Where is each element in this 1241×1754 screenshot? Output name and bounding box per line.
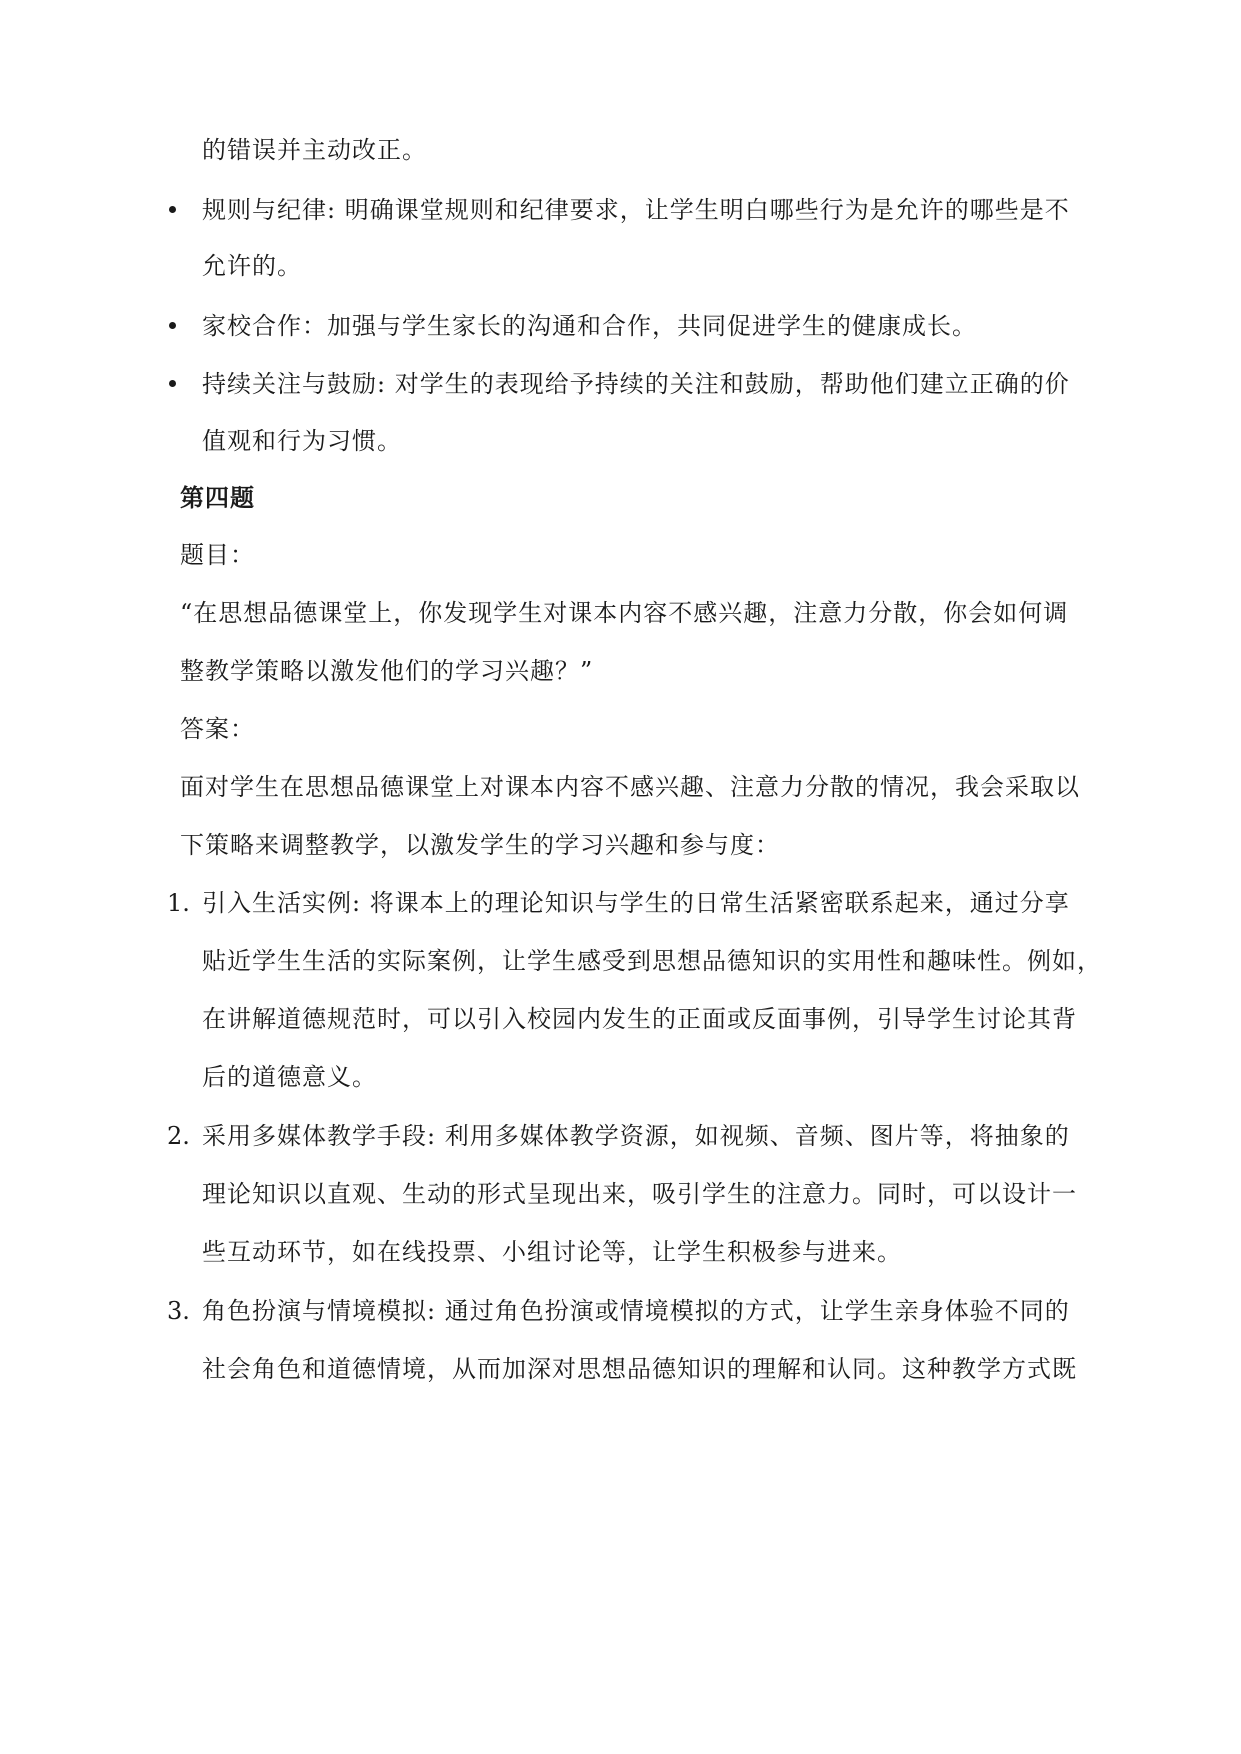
item-2-line-1: 采用多媒体教学手段: 利用多媒体教学资源，如视频、音频、图片等，将抽象的	[202, 1122, 1070, 1150]
bullet-icon	[169, 380, 176, 387]
item-2-line-3: 些互动环节，如在线投票、小组讨论等，让学生积极参与进来。	[202, 1238, 902, 1266]
item-1-line-1: 引入生活实例: 将课本上的理论知识与学生的日常生活紧密联系起来，通过分享	[202, 889, 1070, 917]
section-heading: 第四题	[180, 483, 255, 512]
item-1-line-3: 在讲解道德规范时，可以引入校园内发生的正面或反面事例，引导学生讨论其背	[202, 1005, 1077, 1033]
item-2-line-2: 理论知识以直观、生动的形式呈现出来，吸引学生的注意力。同时，可以设计一	[202, 1180, 1077, 1208]
list-marker: 1.	[167, 889, 190, 917]
intro-line-2: 下策略来调整教学，以激发学生的学习兴趣和参与度：	[180, 831, 780, 859]
bullet-3-line-1: 持续关注与鼓励: 对学生的表现给予持续的关注和鼓励，帮助他们建立正确的价	[202, 370, 1070, 398]
bullet-3-line-2: 值观和行为习惯。	[202, 427, 402, 455]
bullet-1-line-2: 允许的。	[202, 252, 302, 280]
question-line-1: “在思想品德课堂上，你发现学生对课本内容不感兴趣，注意力分散，你会如何调	[180, 599, 1069, 627]
list-marker: 3.	[167, 1297, 190, 1325]
bullet-2-line-1: 家校合作：加强与学生家长的沟通和合作，共同促进学生的健康成长。	[202, 312, 977, 340]
bullet-icon	[169, 206, 176, 213]
bullet-icon	[169, 322, 176, 329]
continuation-text: 的错误并主动改正。	[202, 136, 427, 164]
question-label: 题目：	[180, 541, 255, 569]
answer-label: 答案：	[180, 715, 255, 743]
intro-line-1: 面对学生在思想品德课堂上对课本内容不感兴趣、注意力分散的情况，我会采取以	[180, 773, 1080, 801]
item-1-line-4: 后的道德意义。	[202, 1063, 377, 1091]
list-marker: 2.	[167, 1122, 190, 1150]
bullet-1-line-1: 规则与纪律: 明确课堂规则和纪律要求，让学生明白哪些行为是允许的哪些是不	[202, 196, 1070, 224]
item-1-line-2: 贴近学生生活的实际案例，让学生感受到思想品德知识的实用性和趣味性。例如，	[202, 947, 1102, 975]
question-line-2: 整教学策略以激发他们的学习兴趣？”	[180, 657, 594, 685]
item-3-line-2: 社会角色和道德情境，从而加深对思想品德知识的理解和认同。这种教学方式既	[202, 1355, 1077, 1383]
item-3-line-1: 角色扮演与情境模拟: 通过角色扮演或情境模拟的方式，让学生亲身体验不同的	[202, 1297, 1070, 1325]
